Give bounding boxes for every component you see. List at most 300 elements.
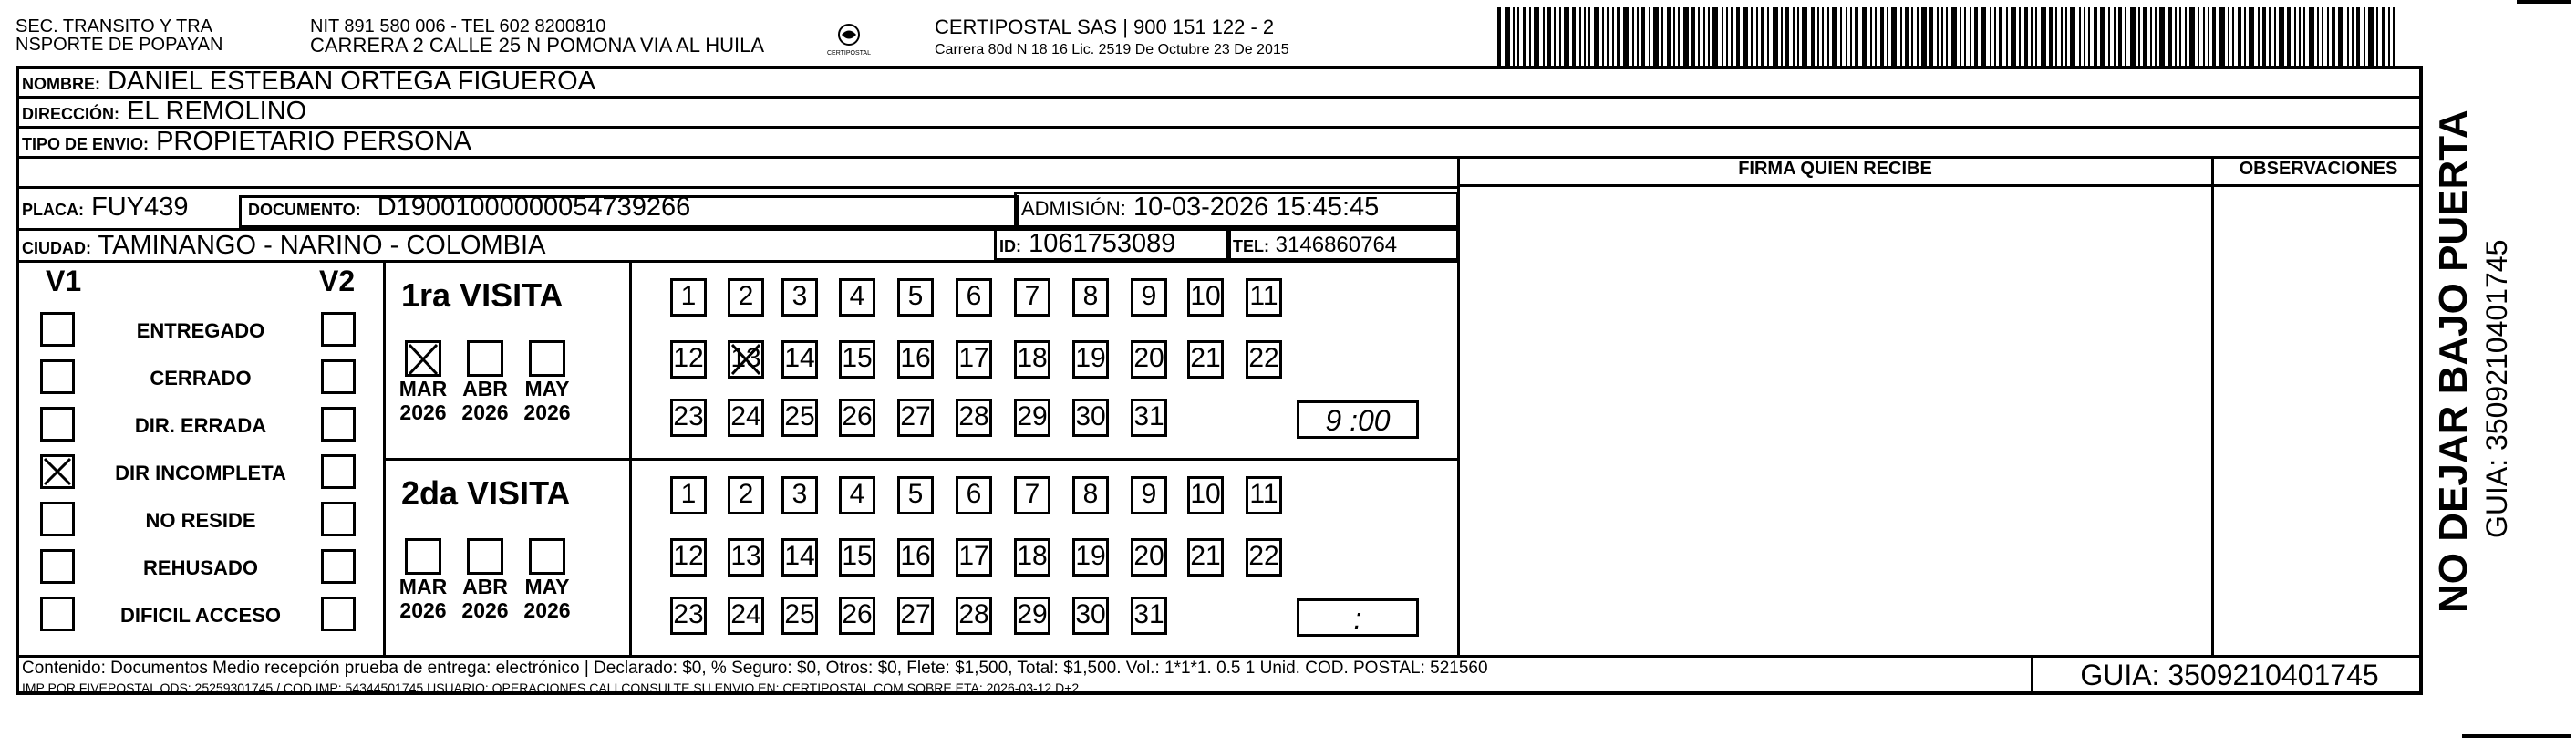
status-label: ENTREGADO (136, 319, 265, 342)
day-box[interactable] (1246, 476, 1282, 514)
day-number: 20 (1133, 343, 1164, 373)
day-box[interactable] (728, 476, 764, 514)
barcode-bar (2219, 7, 2225, 66)
month-year: 2026 (461, 400, 509, 424)
status-label: NO RESIDE (145, 509, 256, 532)
month-year: 2026 (399, 598, 447, 622)
month-name: MAR (398, 575, 448, 598)
day-number: 9 (1141, 281, 1157, 311)
address-line: CARRERA 2 CALLE 25 N POMONA VIA AL HUILA (310, 34, 765, 57)
month-year: 2026 (523, 400, 571, 424)
barcode-bar (1793, 7, 1795, 66)
barcode-bar (2356, 7, 2360, 66)
barcode-bar (1832, 7, 1837, 66)
day-box[interactable] (1246, 278, 1282, 317)
day-number: 19 (1075, 343, 1106, 373)
day-box[interactable] (897, 340, 934, 379)
v1-checkbox-5[interactable] (40, 549, 75, 584)
barcode-bar (1505, 7, 1510, 66)
day-number: 8 (1082, 281, 1099, 311)
day-number: 14 (784, 541, 815, 571)
barcode-bar (1960, 7, 1961, 66)
day-box[interactable] (897, 278, 934, 317)
nombre-value: DANIEL ESTEBAN ORTEGA FIGUEROA (108, 67, 596, 96)
barcode-bar (1617, 7, 1620, 66)
barcode-bar (1905, 7, 1909, 66)
barcode-bar (2150, 7, 2152, 66)
day-box[interactable] (1072, 597, 1109, 635)
barcode-bar (1612, 7, 1614, 66)
barcode-bar (2125, 7, 2126, 66)
barcode-bar (1840, 7, 1842, 66)
day-number: 14 (784, 343, 815, 373)
day-number: 31 (1133, 599, 1164, 629)
barcode-bar (1756, 7, 1758, 66)
barcode-bar (2055, 7, 2057, 66)
v2-label: V2 (319, 265, 356, 297)
v1-checkbox-4[interactable] (40, 502, 75, 536)
v1-checkbox-1[interactable] (40, 359, 75, 394)
barcode-bar (1564, 7, 1569, 66)
day-number: 31 (1133, 401, 1164, 431)
day-box[interactable] (1187, 340, 1224, 379)
day-number: 16 (900, 343, 931, 373)
day-number: 12 (673, 343, 704, 373)
barcode-bar (2041, 7, 2046, 66)
day-number: 19 (1075, 541, 1106, 571)
day-number: 29 (1017, 599, 1048, 629)
v2-checkbox-0[interactable] (321, 312, 356, 347)
barcode-bar (1870, 7, 1872, 66)
barcode-bar (1802, 7, 1807, 66)
barcode-bar (2299, 7, 2301, 66)
barcode-bar (2347, 7, 2349, 66)
day-box[interactable] (1072, 538, 1109, 577)
day-box[interactable] (670, 597, 707, 635)
barcode-bar (2332, 7, 2335, 66)
day-box[interactable] (1187, 476, 1224, 514)
barcode-bar (1981, 7, 1986, 66)
barcode-bar (1855, 7, 1858, 66)
day-number: 6 (966, 479, 982, 509)
barcode-bar (1797, 7, 1799, 66)
status-label: REHUSADO (143, 556, 258, 579)
v1-label: V1 (46, 265, 82, 297)
barcode-bar (2338, 7, 2343, 66)
day-box[interactable] (1014, 538, 1050, 577)
barcode-bar (1641, 7, 1645, 66)
barcode-bar (1529, 7, 1531, 66)
status-label: CERRADO (150, 367, 252, 390)
barcode-bar (2168, 7, 2172, 66)
day-number: 9 (1141, 479, 1157, 509)
time-box[interactable]: : (1297, 598, 1419, 637)
day-box[interactable] (728, 340, 764, 379)
barcode-bar (2189, 7, 2195, 66)
day-number: 4 (849, 479, 865, 509)
day-box[interactable] (956, 597, 992, 635)
v1-checkbox-6[interactable] (40, 597, 75, 631)
day-box[interactable] (1246, 538, 1282, 577)
barcode-bar (1661, 7, 1663, 66)
barcode-bar (1751, 7, 1753, 66)
barcode-bar (2159, 7, 2165, 66)
day-box[interactable] (897, 538, 934, 577)
barcode-bar (2262, 7, 2266, 66)
day-number: 26 (842, 599, 873, 629)
barcode-bar (2088, 7, 2090, 66)
month-name: MAY (524, 575, 570, 598)
barcode-bar (2212, 7, 2216, 66)
v2-checkbox-2[interactable] (321, 407, 356, 442)
barcode-bar (2198, 7, 2199, 66)
day-box[interactable] (839, 476, 875, 514)
barcode-bar (1929, 7, 1933, 66)
ciudad-value: TAMINANGO - NARINO - COLOMBIA (98, 231, 546, 260)
barcode-bar (1623, 7, 1629, 66)
barcode-bar (1767, 7, 1769, 66)
day-box[interactable] (1131, 340, 1167, 379)
guia-box: GUIA: 3509210401745 (2080, 659, 2379, 691)
day-number: 4 (849, 281, 865, 311)
barcode-bar (1517, 7, 1519, 66)
day-box[interactable] (670, 399, 707, 437)
month-checkbox-2[interactable] (529, 538, 565, 575)
barcode (1495, 7, 2403, 66)
day-number: 23 (673, 599, 704, 629)
barcode-bar (1584, 7, 1586, 66)
barcode-bar (2175, 7, 2177, 66)
barcode-bar (1974, 7, 1978, 66)
barcode-bar (1559, 7, 1561, 66)
day-box[interactable] (1014, 597, 1050, 635)
day-number: 17 (958, 541, 989, 571)
barcode-bar (1703, 7, 1705, 66)
barcode-bar (1632, 7, 1634, 66)
barcode-bar (2185, 7, 2187, 66)
barcode-bar (1999, 7, 2002, 66)
day-box[interactable] (839, 538, 875, 577)
day-box[interactable] (728, 399, 764, 437)
barcode-bar (1523, 7, 1526, 66)
barcode-bar (2382, 7, 2385, 66)
day-number: 20 (1133, 541, 1164, 571)
barcode-bar (2011, 7, 2016, 66)
day-box[interactable] (781, 538, 818, 577)
svg-text:CERTIPOSTAL: CERTIPOSTAL (827, 50, 871, 57)
barcode-bar (2203, 7, 2205, 66)
barcode-bar (1970, 7, 1971, 66)
barcode-bar (2388, 7, 2390, 66)
barcode-bar (2138, 7, 2140, 66)
day-number: 5 (907, 281, 924, 311)
barcode-bar (1543, 7, 1545, 66)
day-box[interactable] (728, 597, 764, 635)
barcode-bar (2094, 7, 2097, 66)
barcode-bar (2322, 7, 2323, 66)
barcode-bar (2049, 7, 2053, 66)
barcode-bar (1875, 7, 1877, 66)
barcode-bar (1846, 7, 1847, 66)
barcode-bar (2368, 7, 2374, 66)
v2-checkbox-1[interactable] (321, 359, 356, 394)
day-number: 7 (1024, 281, 1040, 311)
barcode-bar (1937, 7, 1939, 66)
barcode-bar (1946, 7, 1948, 66)
day-box[interactable] (781, 476, 818, 514)
day-number: 2 (738, 281, 754, 311)
month-name: MAR (398, 377, 448, 400)
barcode-bar (2294, 7, 2296, 66)
day-box[interactable] (897, 597, 934, 635)
barcode-bar (1683, 7, 1689, 66)
barcode-bar (2118, 7, 2122, 66)
day-number: 6 (966, 281, 982, 311)
barcode-bar (1990, 7, 1991, 66)
day-number: 11 (1249, 281, 1278, 311)
observaciones-label: OBSERVACIONES (2239, 159, 2398, 179)
day-number: 10 (1190, 479, 1221, 509)
day-box[interactable] (956, 399, 992, 437)
direccion-label: DIRECCIÓN: (22, 105, 119, 123)
barcode-bar (1554, 7, 1556, 66)
barcode-bar (2376, 7, 2378, 66)
day-box[interactable] (781, 399, 818, 437)
sender-line2: NSPORTE DE POPAYAN (16, 35, 223, 55)
time-box[interactable]: 9 :00 (1297, 400, 1419, 439)
barcode-bar (1917, 7, 1919, 66)
barcode-bar (1594, 7, 1599, 66)
day-number: 15 (842, 541, 873, 571)
day-number: 8 (1082, 479, 1099, 509)
day-box[interactable] (1246, 340, 1282, 379)
barcode-bar (2244, 7, 2246, 66)
day-box[interactable] (1131, 476, 1167, 514)
v1-checkbox-0[interactable] (40, 312, 75, 347)
day-number: 30 (1075, 599, 1106, 629)
firma-label: FIRMA QUIEN RECIBE (1738, 159, 1932, 179)
barcode-bar (1678, 7, 1680, 66)
barcode-bar (2238, 7, 2241, 66)
placa-value: FUY439 (91, 192, 189, 222)
barcode-bar (1572, 7, 1576, 66)
direccion-value: EL REMOLINO (127, 97, 307, 126)
barcode-bar (1547, 7, 1551, 66)
month-name: ABR (462, 575, 508, 598)
day-box[interactable] (839, 278, 875, 317)
month-label (516, 575, 578, 622)
v1-checkbox-2[interactable] (40, 407, 75, 442)
day-number: 1 (680, 281, 697, 311)
no-dejar-bajo-puerta: NO DEJAR BAJO PUERTA (2431, 109, 2476, 613)
month-label (392, 575, 454, 622)
month-checkbox-1[interactable] (467, 538, 503, 575)
month-label (392, 377, 454, 424)
day-box[interactable] (781, 278, 818, 317)
placa-label: PLACA: (22, 201, 84, 219)
barcode-bar (1817, 7, 1819, 66)
day-number: 22 (1248, 343, 1279, 373)
placa-row (22, 192, 188, 225)
day-box[interactable] (956, 278, 992, 317)
barcode-bar (1588, 7, 1590, 66)
day-number: 15 (842, 343, 873, 373)
barcode-bar (1921, 7, 1927, 66)
day-number: 29 (1017, 401, 1048, 431)
day-number: 18 (1017, 343, 1048, 373)
status-label: DIR. ERRADA (134, 414, 267, 437)
month-label (454, 377, 516, 424)
barcode-bar (2249, 7, 2254, 66)
barcode-bar (2274, 7, 2276, 66)
barcode-bar (1637, 7, 1639, 66)
month-year: 2026 (461, 598, 509, 622)
id-value: 1061753089 (1029, 229, 1176, 258)
v2-checkbox-5[interactable] (321, 549, 356, 584)
day-box[interactable] (1187, 278, 1224, 317)
carrier-line1: CERTIPOSTAL SAS | 900 151 122 - 2 (935, 16, 1275, 38)
nit-line: NIT 891 580 006 - TEL 602 8200810 (310, 16, 606, 36)
barcode-bar (1785, 7, 1789, 66)
day-box[interactable] (1131, 399, 1167, 437)
admision-label: ADMISIÓN: (1021, 197, 1126, 220)
nombre-row (22, 66, 595, 99)
barcode-bar (1698, 7, 1700, 66)
barcode-bar (1761, 7, 1764, 66)
barcode-bar (1653, 7, 1659, 66)
barcode-bar (1994, 7, 1996, 66)
visit-title: 1ra VISITA (401, 276, 564, 314)
month-checkbox-2[interactable] (529, 340, 565, 377)
admision-value: 10-03-2026 15:45:45 (1133, 192, 1380, 222)
day-number: 3 (791, 479, 808, 509)
barcode-bar (2279, 7, 2284, 66)
day-number: 21 (1190, 343, 1221, 373)
day-number: 13 (730, 343, 761, 373)
day-box[interactable] (1131, 597, 1167, 635)
day-box[interactable] (1131, 538, 1167, 577)
day-box[interactable] (897, 476, 934, 514)
barcode-bar (1743, 7, 1748, 66)
day-box[interactable] (1014, 399, 1050, 437)
day-box[interactable] (1014, 340, 1050, 379)
day-box[interactable] (897, 399, 934, 437)
day-box[interactable] (670, 278, 707, 317)
documento-label: DOCUMENTO: (248, 201, 361, 219)
day-box[interactable] (956, 538, 992, 577)
barcode-bar (2309, 7, 2314, 66)
day-box[interactable] (1072, 399, 1109, 437)
barcode-bar (2035, 7, 2037, 66)
barcode-bar (2303, 7, 2305, 66)
barcode-bar (2065, 7, 2067, 66)
month-name: MAY (524, 377, 570, 400)
barcode-bar (1941, 7, 1943, 66)
barcode-bar (1712, 7, 1718, 66)
day-box[interactable] (728, 278, 764, 317)
barcode-bar (2269, 7, 2271, 66)
v2-checkbox-3[interactable] (321, 454, 356, 489)
day-box[interactable] (670, 340, 707, 379)
day-number: 27 (900, 599, 931, 629)
day-box[interactable] (839, 597, 875, 635)
day-number: 16 (900, 541, 931, 571)
month-checkbox-0[interactable] (405, 340, 441, 377)
day-box[interactable] (1072, 278, 1109, 317)
day-box[interactable] (1072, 476, 1109, 514)
barcode-bar (1497, 7, 1501, 66)
barcode-bar (2031, 7, 2033, 66)
barcode-bar (1900, 7, 1902, 66)
day-number: 25 (784, 599, 815, 629)
day-number: 11 (1249, 479, 1278, 509)
barcode-bar (2352, 7, 2354, 66)
v2-checkbox-4[interactable] (321, 502, 356, 536)
day-box[interactable] (781, 597, 818, 635)
sender-line1: SEC. TRANSITO Y TRA (16, 16, 212, 36)
month-checkbox-1[interactable] (467, 340, 503, 377)
barcode-bar (2327, 7, 2329, 66)
barcode-bar (1891, 7, 1897, 66)
barcode-bar (1649, 7, 1650, 66)
barcode-bar (2130, 7, 2136, 66)
barcode-bar (2108, 7, 2110, 66)
direccion-row (22, 96, 306, 130)
day-number: 23 (673, 401, 704, 431)
tel-label: TEL: (1233, 237, 1269, 255)
imp-line: IMP POR FIVEPOSTAL ODS: 25259301745 / COD.IMP: 54344501745 USUARIO: OPERACIONES.CALI CONSULTE SU ENVIO EN: CERTIPOSTAL.COM SOBRE ETA: 2026-03-12 D+2 (22, 680, 1080, 695)
barcode-bar (1911, 7, 1913, 66)
day-box[interactable] (1014, 476, 1050, 514)
barcode-bar (2155, 7, 2157, 66)
day-number: 24 (730, 599, 761, 629)
carrier-line2: Carrera 80d N 18 16 Lic. 2519 De Octubre 23 De 2015 (935, 42, 1289, 57)
barcode-bar (2179, 7, 2181, 66)
day-box[interactable] (1072, 340, 1109, 379)
barcode-bar (1964, 7, 1966, 66)
day-box[interactable] (1187, 538, 1224, 577)
barcode-bar (1880, 7, 1884, 66)
day-box[interactable] (1014, 278, 1050, 317)
barcode-bar (2364, 7, 2365, 66)
day-box[interactable] (670, 538, 707, 577)
nombre-label: NOMBRE: (22, 75, 100, 93)
day-box[interactable] (956, 340, 992, 379)
day-box[interactable] (839, 340, 875, 379)
day-box[interactable] (1131, 278, 1167, 317)
day-box[interactable] (728, 538, 764, 577)
admision-row (1021, 192, 1379, 224)
barcode-bar (2287, 7, 2291, 66)
barcode-bar (1691, 7, 1695, 66)
day-box[interactable] (670, 476, 707, 514)
day-number: 25 (784, 401, 815, 431)
tel-value: 3146860764 (1275, 233, 1398, 257)
month-year: 2026 (523, 598, 571, 622)
day-number: 21 (1190, 541, 1221, 571)
v1-checkbox-3[interactable] (40, 454, 75, 489)
barcode-bar (1827, 7, 1829, 66)
barcode-bar (2143, 7, 2147, 66)
v2-checkbox-6[interactable] (321, 597, 356, 631)
day-box[interactable] (781, 340, 818, 379)
day-box[interactable] (956, 476, 992, 514)
month-label (516, 377, 578, 424)
barcode-bar (1862, 7, 1867, 66)
month-checkbox-0[interactable] (405, 538, 441, 575)
tipo-row (22, 126, 471, 160)
day-box[interactable] (839, 399, 875, 437)
